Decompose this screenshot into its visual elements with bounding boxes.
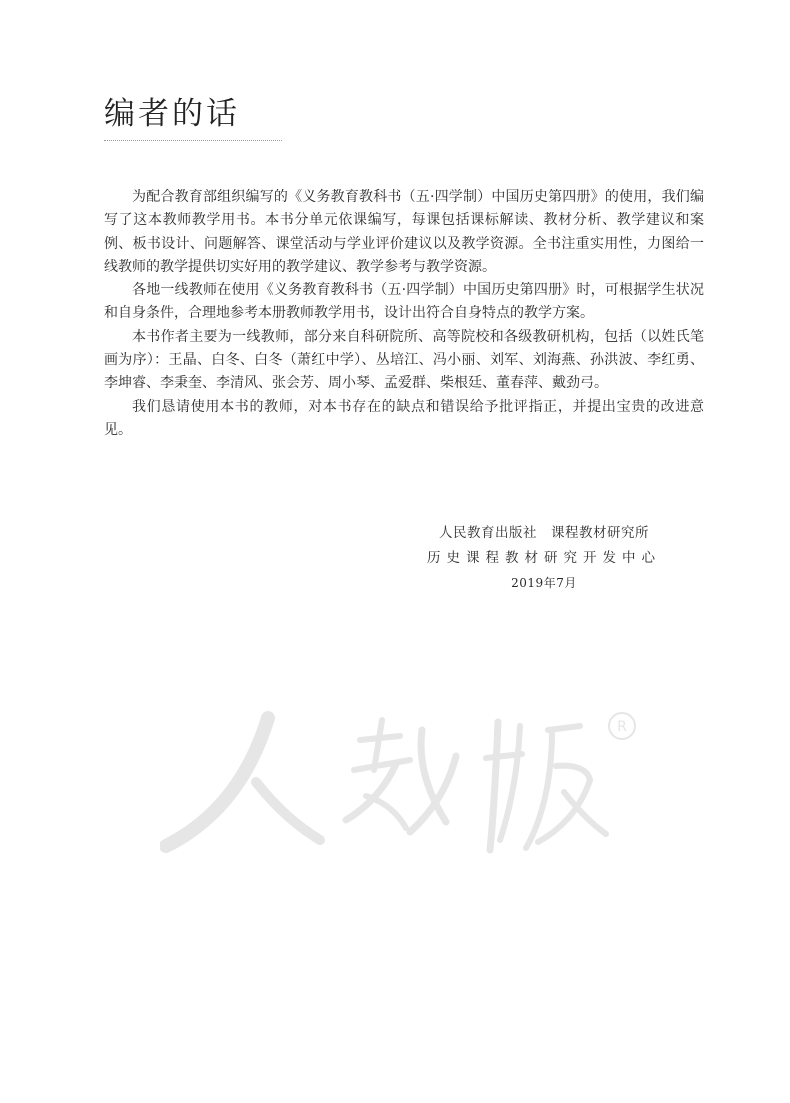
- page-title: 编者的话: [104, 96, 240, 132]
- paragraph-4: 我们恳请使用本书的教师，对本书存在的缺点和错误给予批评指正，并提出宝贵的改进意见。: [104, 398, 704, 438]
- title-underline: [104, 140, 282, 141]
- signature-date: 2019年7月: [511, 576, 577, 590]
- paragraph-2: 各地一线教师在使用《义务教育教科书（五·四学制）中国历史第四册》时，可根据学生状况和自身条件，合理地参考本册教师教学用书，设计出符合自身特点的教学方案。: [104, 282, 704, 322]
- paragraph-3: 本书作者主要为一线教师，部分来自科研院所、高等院校和各级教研机构，包括（以姓氏笔画为序）：王晶、白冬、白冬（萧红中学）、丛培江、冯小丽、刘军、刘海燕、孙洪波、李红勇、李坤睿、李秉奎、李清风、张会芳、周小琴、孟爱群、柴根廷、董春萍、戴劲弓。: [104, 328, 704, 392]
- watermark-logo: [160, 700, 650, 870]
- registered-letter: R: [617, 719, 627, 735]
- signature-center: 历史课程教材研究开发中心: [427, 550, 661, 566]
- paragraph-1: 为配合教育部组织编写的《义务教育教科书（五·四学制）中国历史第四册》的使用，我们编写了这本教师教学用书。本书分单元依课编写，每课包括课标解读、教材分析、教学建议和案例、板书设计、问题解答、课堂活动与学业评价建议以及教学资源。全书注重实用性，力图给一线教师的教学提供切实好用的教学建议、教学参考与教学资源。: [104, 189, 704, 275]
- preface-body: [104, 186, 704, 442]
- signature-block: [404, 521, 684, 596]
- signature-publisher: 人民教育出版社 课程教材研究所: [439, 525, 649, 541]
